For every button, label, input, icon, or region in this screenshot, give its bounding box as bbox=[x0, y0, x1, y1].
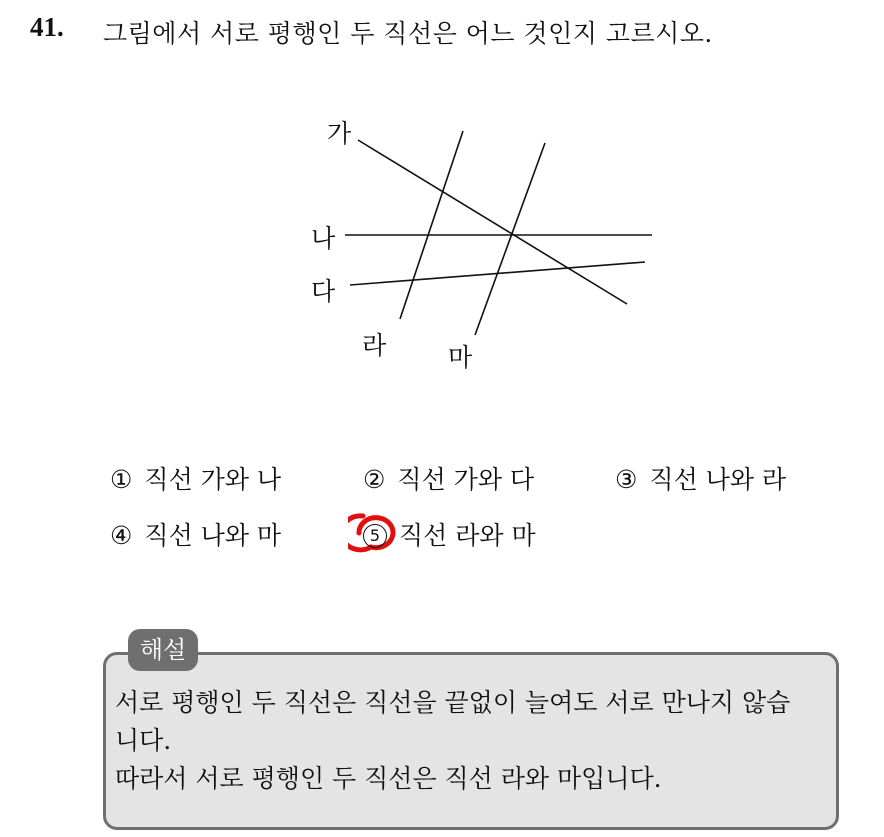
line-ga bbox=[358, 140, 627, 304]
choice-5-text: 직선 라와 마 bbox=[399, 521, 536, 550]
label-ga: 가 bbox=[327, 119, 352, 148]
choice-4[interactable] bbox=[110, 516, 281, 552]
line-ra bbox=[400, 131, 463, 319]
line-ma bbox=[475, 143, 545, 335]
label-ma: 마 bbox=[448, 343, 473, 372]
choice-2-text: 직선 가와 다 bbox=[397, 465, 535, 494]
choice-5[interactable] bbox=[363, 516, 536, 552]
question-text: 그림에서 서로 평행인 두 직선은 어느 것인지 고르시오. bbox=[103, 19, 713, 48]
explanation-label: 해설 bbox=[128, 629, 198, 671]
explanation-line-2: 니다. bbox=[115, 726, 172, 755]
label-da: 다 bbox=[311, 277, 336, 306]
choice-4-number: ④ bbox=[110, 521, 133, 550]
explanation-line-3: 따라서 서로 평행인 두 직선은 직선 라와 마입니다. bbox=[115, 764, 662, 793]
label-ra: 라 bbox=[362, 331, 387, 360]
question-number: 41. bbox=[30, 12, 64, 42]
choice-2[interactable] bbox=[363, 460, 534, 496]
choice-2-number: ② bbox=[363, 465, 386, 494]
choice-1-number: ① bbox=[110, 465, 133, 494]
label-na: 나 bbox=[311, 224, 336, 253]
explanation-line-1: 서로 평행인 두 직선은 직선을 끝없이 늘여도 서로 만나지 않습 bbox=[115, 688, 791, 717]
choice-1-text: 직선 가와 나 bbox=[144, 465, 282, 494]
explanation-text bbox=[115, 684, 835, 798]
choice-1[interactable] bbox=[110, 460, 281, 496]
choice-3[interactable] bbox=[615, 460, 786, 496]
choice-5-number: 5 bbox=[363, 524, 387, 548]
choice-3-text: 직선 나와 라 bbox=[649, 465, 787, 494]
choice-4-text: 직선 나와 마 bbox=[144, 521, 282, 550]
choice-3-number: ③ bbox=[615, 465, 638, 494]
